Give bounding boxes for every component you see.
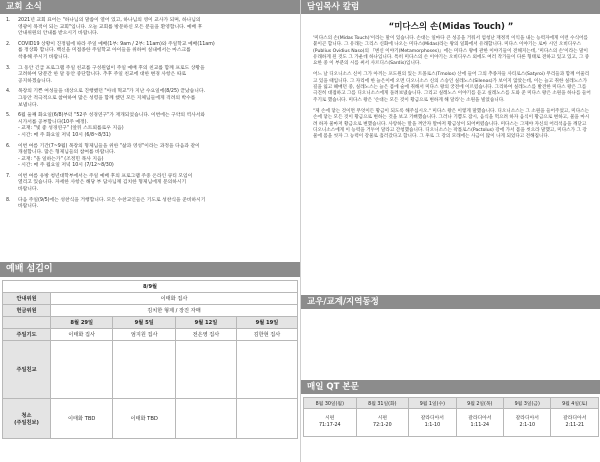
date-cell: 8월 29일: [51, 317, 113, 329]
offering-value: 김치한 형제 / 장진 자매: [51, 305, 298, 317]
fellowship-label: 주일친교: [3, 341, 51, 399]
date-cell: 9월 12일: [175, 317, 236, 329]
prayer-value: 전은영 집사: [175, 329, 236, 341]
news-item-number: 1.: [6, 18, 11, 23]
article-paragraph: 어느 날 디오니소스 신이 그가 아끼는 포도원의 있는 트몰로스(Tmolos) 산에 들어 그의 추종자들 사티로스(Satyroi) 무리들과 함께 어울리고 있을 때입니다. 그 자리에 한 늙은이에 오면 디오니소스 신의 스승인 실레노스(Silenos)가 보이지 않았는데, 이는 늙고 취한 실레노스가 길을 잃고 헤매던 중, 실레노스는 늙은 몸에 술에 취해서 미다스 왕의 궁전에 이르렀습니다. 그리하여 실레노스를 발견한 미다스 왕은 그를 극진히 대접하고 그를 디오니소스에게 돌려보냈습니다. 그리고 실레노스 이야기를 듣고 실레노스를 도와 준 미다스 왕은 소원을 하나를 들어주기로 했습니다. 미다스 왕은 '손대는 모든 것이 황금으로 변하게 해 달라'는 소원을 빌었습니다.: [313, 72, 591, 103]
prayer-value: 엄지원 집사: [113, 329, 175, 341]
news-item: [6, 174, 292, 194]
news-item-text: 그 동안 긴급 프로그램 주일 친교를 구성원없이 주일 예배 후의 친교를 함께 프로도 상황을 고려하여 당분간 한 달 동안 중단합니다. 추후 주일 친교에 대한 변경 사항은 따로 공지하겠습니다.: [18, 65, 205, 84]
greeters-value: 이태화 집사: [51, 293, 298, 305]
qt-passage: 갈라디아서 2:1-10: [504, 409, 551, 437]
fellowship-value: [175, 341, 236, 399]
month-header: 8/9월: [3, 281, 298, 293]
qt-passage: 갈라디아서 1:1-10: [409, 409, 456, 437]
cleaning-value: [175, 399, 236, 439]
qt-date: 8월 31일(화): [356, 398, 409, 409]
worship-servers-header: 예배 섬김이: [0, 262, 300, 277]
news-item-number: 4.: [6, 89, 11, 95]
news-item: [6, 89, 292, 109]
prayer-label: 주일기도: [3, 329, 51, 341]
pastor-column-header: 담임목사 칼럼: [301, 0, 600, 14]
news-item-number: 2.: [6, 41, 11, 47]
news-item-number: 5.: [6, 113, 11, 119]
qt-date: 9월 1일(수): [409, 398, 456, 409]
daily-qt-section: [301, 380, 600, 462]
worship-servers-table: [2, 280, 298, 439]
church-news-header: 교회 소식: [0, 0, 300, 14]
cleaning-value: [236, 399, 297, 439]
article-paragraph: '미다스의 손(Midas Touch)'이라는 말이 있습니다. 손대는 일마다 큰 성공을 거둬서 엄청난 재정적 이익을 내는 능력자에게 이런 수식어를 붙이곤 합니다. 그 유래는 그리스 신화에 나오는 미다스(Midas)라는 왕의 일화에서 유래합니다. 미다스 이야기는 로마 시인 오비디우스(Publius Ovidius Naso)의 『변신 이야기(Metamorphoses)』에는 미다스 왕에 관한 이야기들이 전해지는데, '미다스의 손'이라는 말이 유래하게 된 것도 그 가운데 하나입니다. 특히 미다스의 손 이야기는 오비디우스 외에도 여러 작가들이 다른 형태로 전하고 있고 있고, 그 중 요한 중 이 부분의 시를 써서 사르디스(Sardis)입니다.: [313, 36, 590, 67]
community-news-section: [301, 295, 600, 365]
news-item-text: 이번 여름 유방 청년대학부에서는 주일 예배 후의 프로그램 주중 온라인 큐티 모임이 열리고 있습니다. 자세한 사항은 해당 부 담사님께 김치한 형제님에게 문의하시기 바랍니다.: [18, 173, 193, 193]
community-news-header: 교우/교계/지역동정: [301, 295, 600, 309]
article-body: [301, 36, 600, 140]
news-item: [6, 18, 292, 38]
news-item-number: 8.: [6, 197, 11, 203]
qt-date: 9월 4일(토): [551, 398, 599, 409]
qt-date: 8월 30일(월): [304, 398, 357, 409]
article-title: “미다스의 손(Midas Touch) ”: [388, 22, 514, 32]
greeters-label: 안내위원: [3, 293, 51, 305]
prayer-value: 김한현 집사: [236, 329, 297, 341]
date-cell: 9월 19일: [236, 317, 297, 329]
qt-passage: 갈라디아서 1:11-24: [456, 409, 503, 437]
prayer-value: 이태화 집사: [51, 329, 113, 341]
daily-qt-table: [303, 397, 599, 437]
fellowship-value: [236, 341, 297, 399]
article-paragraph: "제 손에 닿는 것이면 무엇이든 황금이 되도록 해주십시오." 미다스 왕은 이렇게 말했습니다. 디오니소스는 그 소원을 들어주었고, 미다스는 손에 닿는 모든 것이 황금으로 변하는 것을 보고 기뻐했습니다. 그러나 기쁨도 잠시, 음식을 먹으려 하자 음식이 황금으로 변하고, 물을 마시려 하자 물마저 황금으로 변했습니다. 사랑하는 딸을 껴안자 딸마저 황금상이 되어버렸습니다. 미다스는 그제야 자신의 어리석음을 깨닫고 디오니소스에게 이 능력을 거두어 달라고 간청했습니다. 디오니소스는 팍톨로스(Pactolus) 강에 가서 몸을 씻으라 말했고, 미다스가 그 강물에 몸을 씻자 그 능력이 강물로 흘러갔다고 합니다. 그 후로 그 강의 모래에는 사금이 많이 나게 되었다고 전해집니다.: [313, 108, 590, 140]
news-item-text: 목장의 기쁜 여성들을 대상으로 진행했던 "아네 혁교"가 지난 수요일에(8/25) 끝났습니다. 그동안 적극적으로 참여하여 많은 성령을 함께 했던 모든 지체님들에게 격려의 박수를 보냅니다.: [18, 89, 206, 108]
church-news-list: [0, 14, 300, 211]
news-item-number: 7.: [6, 173, 11, 179]
qt-passage: 갈라디아서 2:11-21: [551, 409, 599, 437]
news-item: [6, 198, 292, 211]
qt-passage: 시편 72:1-20: [356, 409, 409, 437]
qt-date: 9월 3일(금): [504, 398, 551, 409]
fellowship-value: [113, 341, 175, 399]
cleaning-label: 청소 (주일친보): [3, 399, 51, 439]
qt-passage: 시편 71:17-24: [304, 409, 357, 437]
news-item: [6, 113, 292, 139]
fellowship-value: [51, 341, 113, 399]
worship-servers-section: [0, 262, 300, 462]
date-blank: [3, 317, 51, 329]
news-item-text: 다음 주일(9/5)에는 성찬식을 거행합니다. 모든 수찬교인들은 기도로 성찬식을 준비하시기 바랍니다.: [18, 197, 206, 210]
news-item-number: 6.: [6, 143, 11, 149]
news-item-text: 이번 여름 기간(7~9월) 목장의 형제님들을 위한 "삶과 영성"이라는 과정을 다음과 같이 개설합니다. 많은 형제님들의 참여를 바랍니다. - 교재: "올 일하는가" (조정민 목사 지음) - 시간: 매 주 월요일 저녁 10시 (7/12~8/30): [18, 143, 200, 169]
news-item: [6, 42, 292, 62]
pastor-column-section: [301, 0, 600, 290]
news-item: [6, 144, 292, 170]
news-item: [6, 66, 292, 86]
daily-qt-header: 매일 QT 본문: [301, 380, 600, 394]
offering-label: 헌금위원: [3, 305, 51, 317]
church-news-section: [0, 0, 300, 250]
qt-date: 9월 2일(목): [456, 398, 503, 409]
news-item-text: 6월 둘째 화요일(6/8)부터 "52주 성경연구"가 재개되었습니다. 이번에는 구약의 역사서와 시가서를 공부합니다(10주 예정). - 교재: "빛 좋 성경연구" (앞뒤 스트뢰를로우 지음) - 시간: 매 주 화요일 저녁 10시 (6/8~8/31): [18, 113, 206, 138]
news-item-number: 3.: [6, 65, 11, 71]
date-cell: 9월 5일: [113, 317, 175, 329]
cleaning-value: 이태화 TBD: [51, 399, 113, 439]
right-column: [300, 0, 600, 462]
news-item-text: COVID19 상황이 진정됨에 따라 주일 예배(1부: 9am / 2부: 11am)와 주일학교 예배(11am) 를 정상화 합니다. 백신을 미접종한 주일학교 아이들을 위하여 실내에서는 마스크를 착용해 주시기 바랍니다.: [18, 41, 215, 60]
news-item-text: 2021년 교회 표어는 "하나님의 말씀이 열어 있고, 하나님의 영이 교사가 되며, 하나님의 영광이 목적이 되는 교회"입니다. 오늘 교회를 방문하신 모든 분들을 환영합니다. 예배 후 안내위원의 안내를 받으시기 바랍니다.: [18, 18, 203, 37]
cleaning-value: 이태화 TBD: [113, 399, 175, 439]
